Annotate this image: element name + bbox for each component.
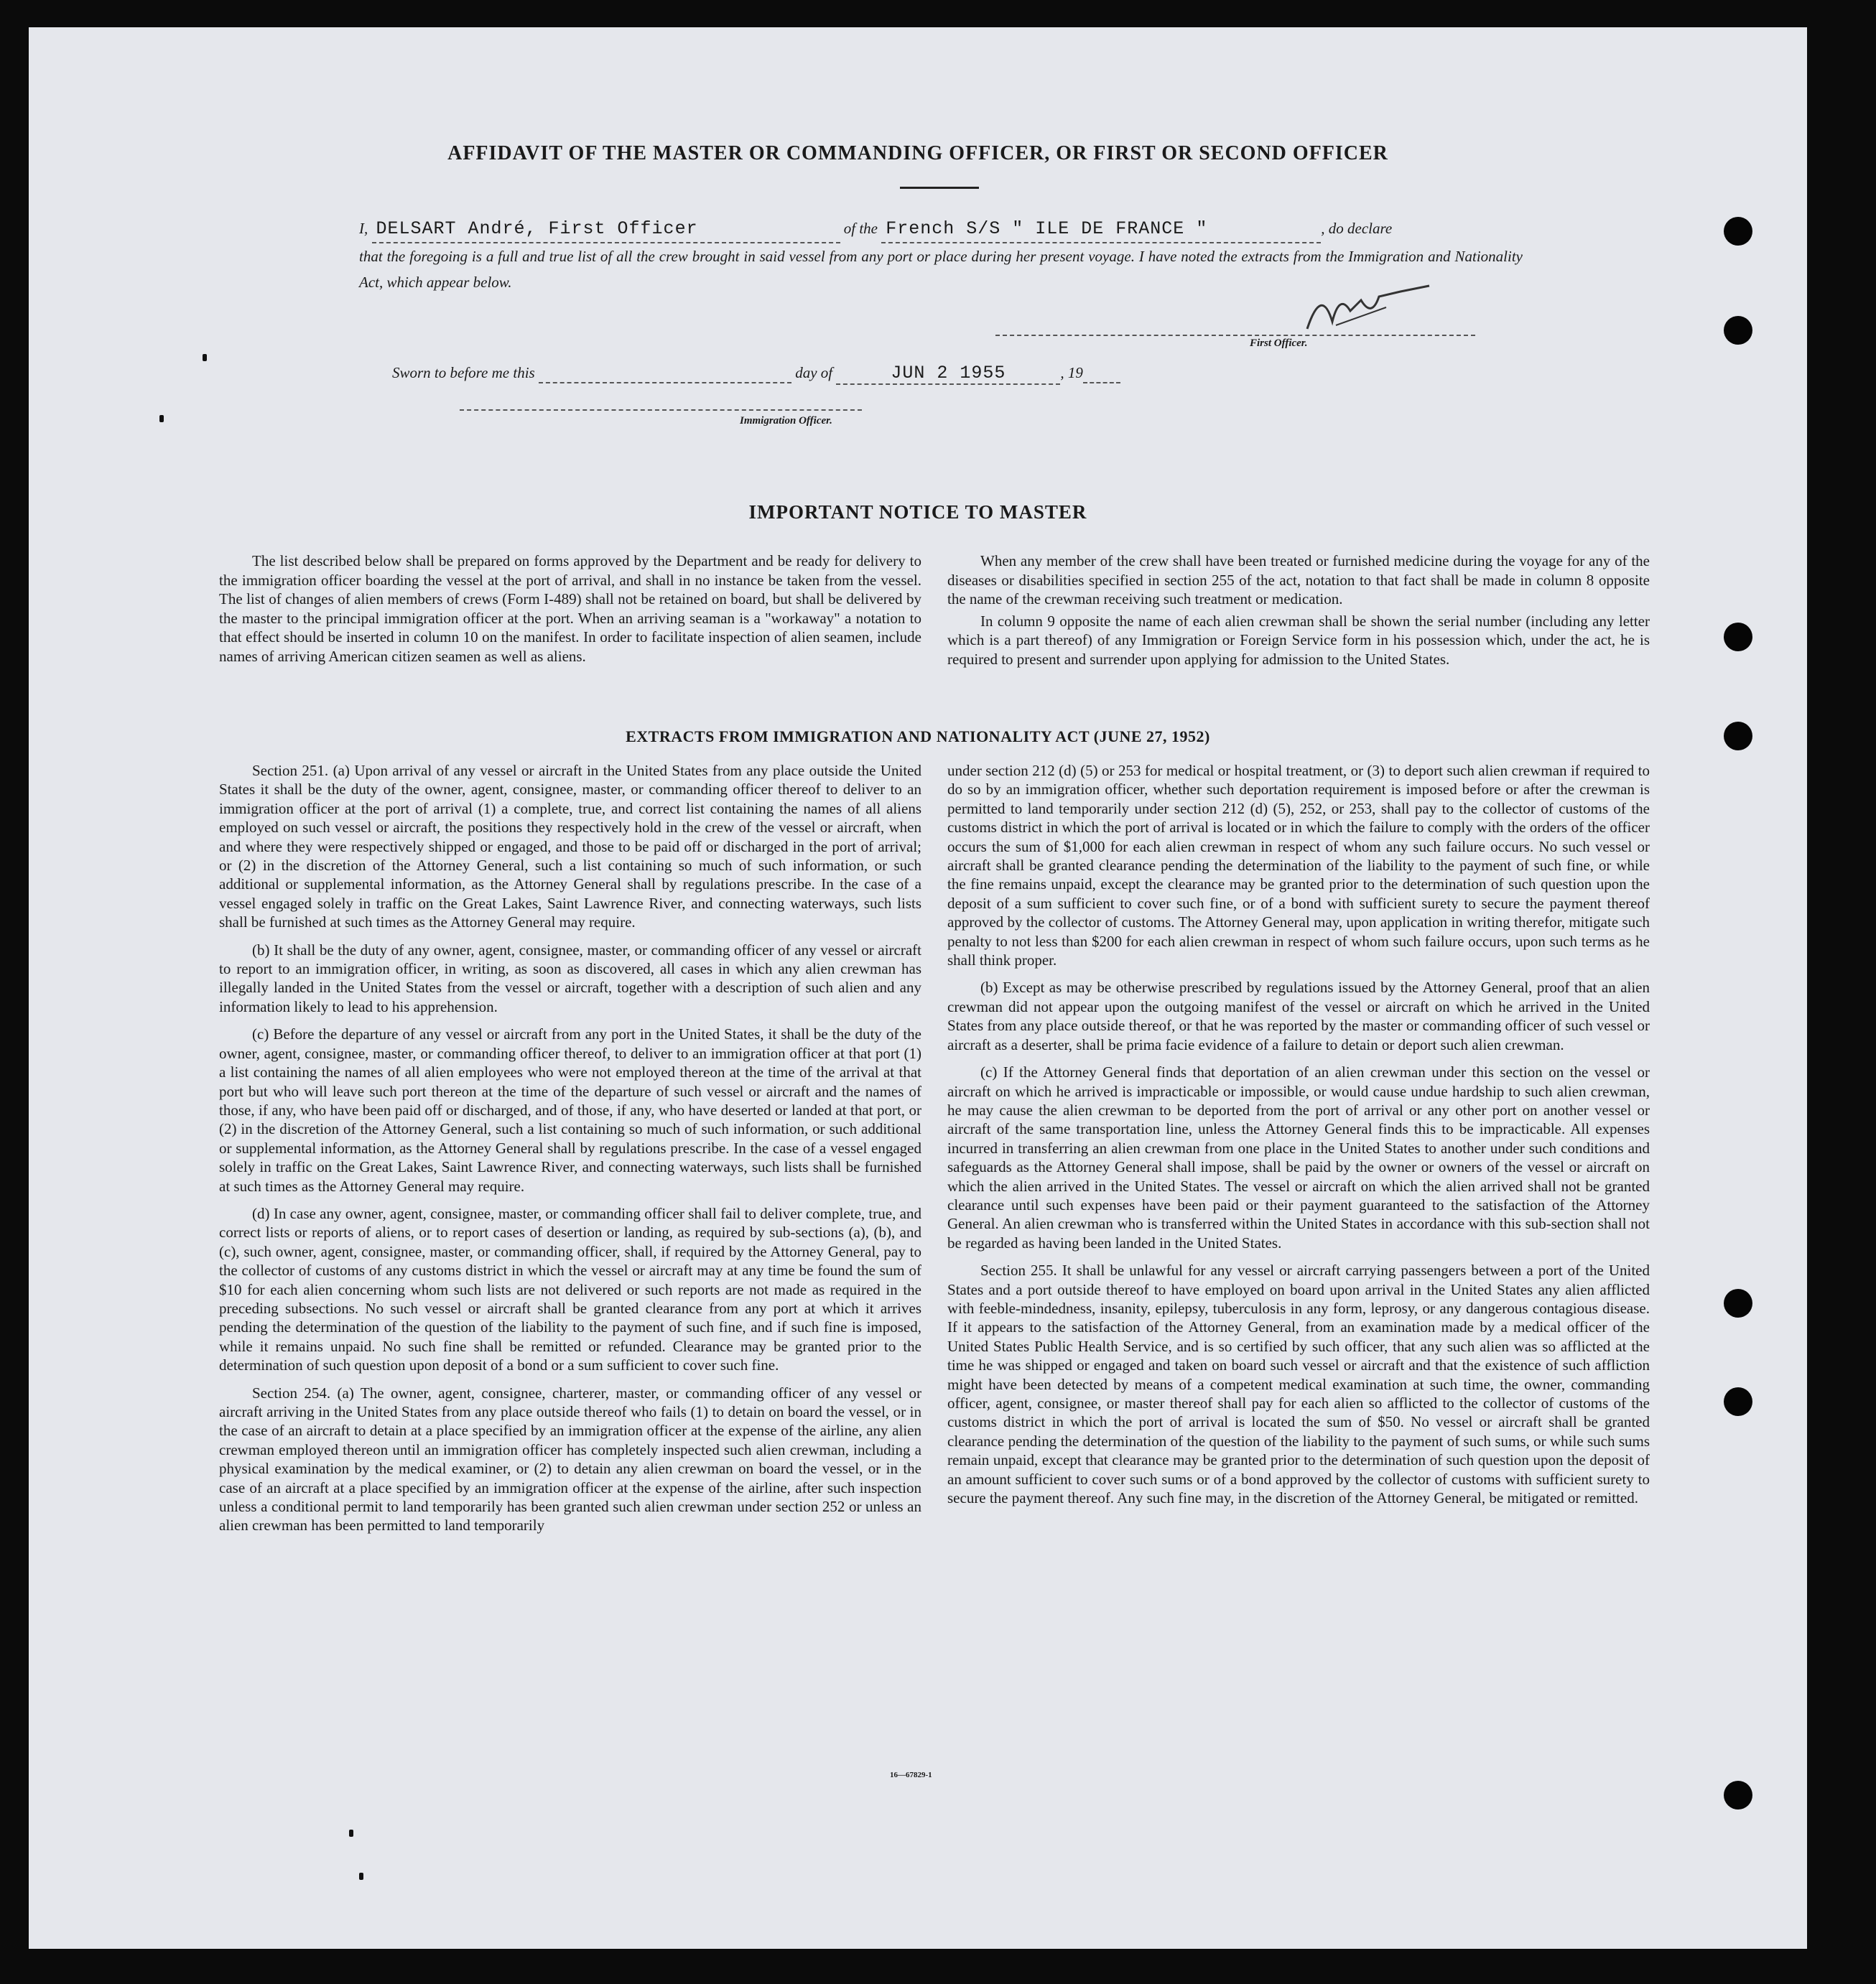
punch-hole xyxy=(1724,217,1752,246)
sworn-line xyxy=(392,363,1120,385)
notice-paragraph: The list described below shall be prepared on forms approved by the Department and be ready for delivery to the immigration officer boarding the vessel at the port of arrival, and shall in no instance be taken from the vessel. The list of changes of alien members of crews (Form I-489) shall not be retained on board, but shall be delivered by the master to the principal immigration officer at the port. When an arriving seaman is a "workaway" a notation to that effect should be inserted in column 10 on the manifest. In order to facilitate inspection of alien seamen, include names of arriving American citizen seamen as well as aliens. xyxy=(219,552,921,665)
scan-speck xyxy=(349,1830,353,1837)
signature-image xyxy=(1293,279,1436,340)
punch-hole xyxy=(1724,1781,1752,1810)
punch-hole xyxy=(1724,722,1752,750)
first-officer-label: First Officer. xyxy=(1250,337,1308,349)
document-page xyxy=(29,27,1807,1949)
extract-paragraph: (b) It shall be the duty of any owner, agent, consignee, master, or commanding officer of any vessel or aircraft to report to an immigration officer, in writing, as soon as discovered, all cases in which any alien crewman has illegally landed in the United States from the vessel or aircraft, together with a description of such alien and any information likely to lead to his apprehension. xyxy=(219,941,921,1015)
sworn-date-stamp: JUN 2 1955 xyxy=(891,363,1006,383)
notice-paragraph: In column 9 opposite the name of each alien crewman shall be shown the serial number (including any letter which is a part thereof) of any Immigration or Foreign Service form in his possession which, under the act, he is required to present and surrender upon applying for admission to the United States. xyxy=(947,612,1650,668)
declaration-text: that the foregoing is a full and true list of all the crew brought in said vessel from any port or place during her present voyage. I have noted the extracts from the Immigration and Nationality Act, which appear below. xyxy=(359,248,1523,291)
immigration-officer-line xyxy=(460,409,862,411)
sworn-text: Sworn to before me this xyxy=(392,364,535,381)
form-number: 16—67829-1 xyxy=(890,1771,932,1779)
declaration-i: I, xyxy=(359,220,368,237)
notice-right-column xyxy=(947,551,1650,669)
affidavit-title: AFFIDAVIT OF THE MASTER OR COMMANDING OFFICER, OR FIRST OR SECOND OFFICER xyxy=(447,142,1388,164)
extract-paragraph: under section 212 (d) (5) or 253 for medical or hospital treatment, or (3) to deport such alien crewman if required to do so by an immigration officer, whether such deportation requirement is imposed before or after the crewman is permitted to land temporarily under section 212 (d) (5), 252, or 253, shall pay to the collector of customs of the customs district in which the port of arrival is located or in which the failure to comply with the orders of the officer occurs the sum of $1,000 for each alien crewman in respect of whom any such failure occurs. No such vessel or aircraft shall be granted clearance pending the determination of the liability to the payment of such fine, or while the fine remains unpaid, except the clearance may be granted prior to the determination of such question upon the deposit of a sum sufficient to cover such fine, or of a bond with sufficient surety to secure the payment thereof approved by the collector of customs. The Attorney General may, upon application in writing therefor, mitigate such penalty to not less than $200 for each alien crewman in respect of whom such failure occurs, upon such terms as he shall think proper. xyxy=(947,762,1650,969)
punch-hole xyxy=(1724,1387,1752,1416)
declaration-line xyxy=(359,215,1523,243)
day-of-label: day of xyxy=(795,364,833,381)
punch-hole xyxy=(1724,1289,1752,1318)
notice-paragraph: When any member of the crew shall have been treated or furnished medicine during the voyage for any of the diseases or disabilities specified in section 255 of the act, notation to that fact shall be made in column 8 opposite the name of the crewman receiving such treatment or medication. xyxy=(947,552,1650,607)
extracts-right-column xyxy=(947,761,1650,1507)
notice-left-column xyxy=(219,551,921,666)
do-declare-label: , do declare xyxy=(1321,220,1393,237)
notice-title: IMPORTANT NOTICE TO MASTER xyxy=(748,501,1087,523)
sworn-date-field xyxy=(836,363,1060,385)
vessel-name-value: French S/S " ILE DE FRANCE " xyxy=(886,218,1208,239)
extract-paragraph: (b) Except as may be otherwise prescribed by regulations issued by the Attorney General, proof that an alien crewman did not appear upon the outgoing manifest of the vessel or aircraft on which he arrived in the United States from any place outside thereof, or that he was reported by the master or commanding officer of such vessel or aircraft as a deserter, shall be prima facie evidence of a failure to detain or deport such alien crewman. xyxy=(947,979,1650,1053)
officer-name-field xyxy=(372,215,840,243)
extract-paragraph: (c) Before the departure of any vessel or aircraft from any port in the United States, it shall be the duty of the owner, agent, consignee, master, or commanding officer thereof, to deliver to an immigration officer at that port (1) a list containing the names of all alien employees who were not employed thereon at the time of the arrival at that port but who will leave such port thereon at the time of the departure of such vessel or aircraft and the names of those, if any, who have been paid off or discharged, and of those, if any, who have deserted or landed at that port, or (2) in the discretion of the Attorney General, such a list containing so much of such information, or such additional or supplemental information, as the Attorney General shall by regulations prescribe. In the case of a vessel engaged solely in traffic on the Great Lakes, Saint Lawrence River, and connecting waterways, such lists shall be furnished at such times as the Attorney General may require. xyxy=(219,1025,921,1195)
scan-speck xyxy=(359,1873,363,1880)
punch-hole xyxy=(1724,316,1752,345)
title-divider xyxy=(900,187,979,189)
year-prefix: , 19 xyxy=(1060,364,1083,381)
year-field xyxy=(1083,364,1120,383)
of-the-label: of the xyxy=(843,220,878,237)
vessel-field xyxy=(881,215,1321,243)
punch-hole xyxy=(1724,623,1752,651)
scan-speck xyxy=(203,354,207,361)
extract-paragraph: (d) In case any owner, agent, consignee, master, or commanding officer shall fail to deliver complete, true, and correct lists or reports of aliens, or to report cases of desertion or landing, as required by sub-sections (a), (b), and (c), such owner, agent, consignee, master, or commanding officer, shall, if required by the Attorney General, pay to the collector of customs of any customs district in which the vessel or aircraft may at any time be found the sum of $10 for each alien concerning whom such lists are not delivered or such reports are not made as required in the preceding subsections. No such vessel or aircraft shall be granted clearance from any port at which it arrives pending the determination of the question of the liability to the payment of such fine, and if such fine is imposed, while it remains unpaid. No such fine shall be remitted or refunded. Clearance may be granted prior to the determination of such question upon deposit of a bond or a sum sufficient to cover such fine. xyxy=(219,1204,921,1374)
immigration-officer-label: Immigration Officer. xyxy=(740,415,832,427)
extract-paragraph: Section 255. It shall be unlawful for any vessel or aircraft carrying passengers between a port of the United States and a port outside thereof to have employed on board upon arrival in the United States any alien afflicted with feeble-mindedness, insanity, epilepsy, tuberculosis in any form, leprosy, or any dangerous contagious disease. If it appears to the satisfaction of the Attorney General, from an examination made by a medical officer of the United States Public Health Service, and is so certified by such officer, that any such alien was so afflicted at the time he was shipped or engaged and taken on board such vessel or aircraft and that the existence of such affliction might have been detected by means of a competent medical examination at such time, the owner, commanding officer, agent, consignee, or master thereof shall pay for each alien so afflicted to the collector of customs of the customs district in which the port of arrival is located the sum of $50. No vessel or aircraft shall be granted clearance pending the determination of the question of the liability to the payment of such sums, or while such sums remain unpaid, except that clearance may be granted prior to the determination of such question upon the deposit of an amount sufficient to cover such sums or of a bond approved by the collector of customs with sufficient surety to secure the payment thereof. Any such fine may, in the discretion of the Attorney General, be mitigated or remitted. xyxy=(947,1262,1650,1507)
signature-line xyxy=(995,335,1475,336)
extracts-title: EXTRACTS FROM IMMIGRATION AND NATIONALITY ACT (JUNE 27, 1952) xyxy=(626,727,1210,745)
extract-paragraph: (c) If the Attorney General finds that deportation of an alien crewman under this section on the vessel or aircraft on which he arrived is impracticable or impossible, or would cause undue hardship to such alien crewman, he may cause the alien crewman to be deported from the port of arrival or any other port on another vessel or aircraft of the same transportation line, unless the Attorney General finds this to be impracticable. All expenses incurred in transferring an alien crewman from one place in the United States to another under such conditions and safeguards as the Attorney General shall impose, shall be paid by the owner or owners of the vessel or aircraft on which the alien arrived in the United States. The vessel or aircraft on which the alien arrived shall not be granted clearance until such expenses have been paid or their payment guaranteed to the satisfaction of the Attorney General. An alien crewman who is transferred within the United States in accordance with this sub-section shall not be regarded as having been landed in the United States. xyxy=(947,1063,1650,1252)
extract-paragraph: Section 254. (a) The owner, agent, consignee, charterer, master, or commanding officer of any vessel or aircraft arriving in the United States from any place outside thereof who fails (1) to detain on board the vessel, or in the case of an aircraft to detain at a place specified by an immigration officer at the expense of the airline, any alien crewman employed thereon until an immigration officer has completely inspected such alien crewman, including a physical examination by the medical examiner, or (2) to detain any alien crewman on board the vessel, or in the case of an aircraft at a place specified by an immigration officer at the expense of the airline, after such inspection unless a conditional permit to land temporarily has been granted such alien crewman under section 252 or unless an alien crewman has been permitted to land temporarily xyxy=(219,1384,921,1534)
scan-speck xyxy=(159,415,164,422)
extract-paragraph: Section 251. (a) Upon arrival of any vessel or aircraft in the United States from any place outside the United States it shall be the duty of the owner, agent, consignee, master, or commanding officer thereof to deliver to an immigration officer at the port of arrival (1) a complete, true, and correct list containing the names of all aliens employed on such vessel or aircraft, the positions they respectively hold in the crew of the vessel or aircraft, when and where they were respectively shipped or engaged, and those to be paid off or discharged in the port of arrival; or (2) in the discretion of the Attorney General, such a list containing so much of such information, or such additional or supplemental information, as the Attorney General shall by regulations prescribe. In the case of a vessel engaged solely in traffic on the Great Lakes, Saint Lawrence River, and connecting waterways, such lists shall be furnished at such times as the Attorney General may require. xyxy=(219,762,921,931)
sworn-day-field xyxy=(539,364,791,383)
officer-name-value: DELSART André, First Officer xyxy=(376,218,698,239)
extracts-left-column xyxy=(219,761,921,1535)
